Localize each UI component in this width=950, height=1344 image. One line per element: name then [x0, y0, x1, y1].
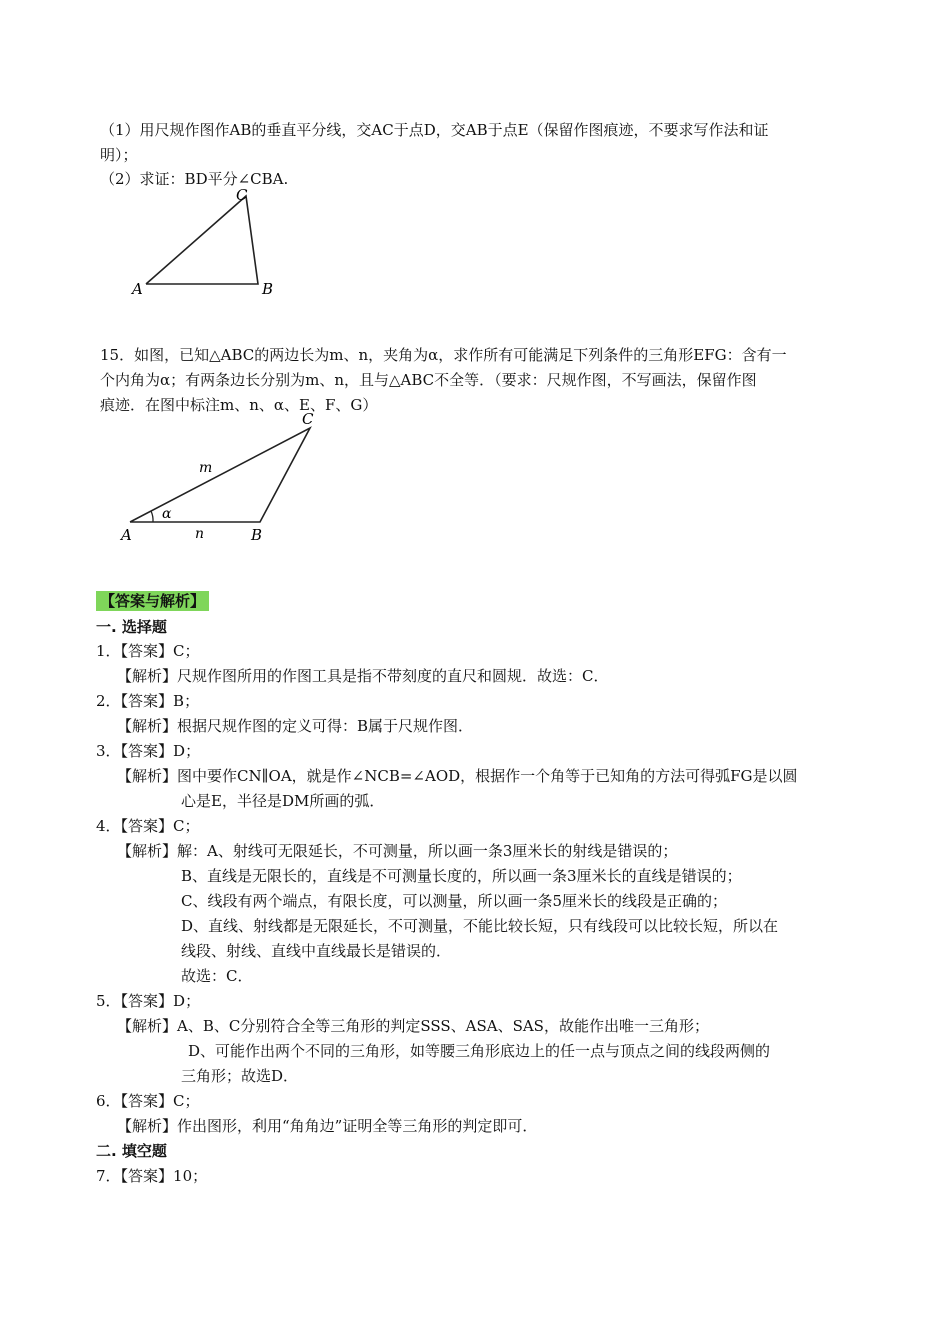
- label-alpha: α: [162, 506, 172, 522]
- section1-title: 一. 选择题: [96, 618, 167, 636]
- triangle-abc: [130, 428, 310, 522]
- a4-analysis-6: 故选：C．: [181, 967, 253, 985]
- a3-analysis-2: 心是E，半径是DM所画的弧．: [181, 792, 385, 810]
- section2-title: 二. 填空题: [96, 1142, 167, 1160]
- q14-triangle-figure: [120, 184, 290, 300]
- q14-part1-line1: （1）用尺规作图作AB的垂直平分线，交AC于点D，交AB于点E（保留作图痕迹，不要求写作法和证: [100, 121, 769, 139]
- a5-analysis-2: D、可能作出两个不同的三角形，如等腰三角形底边上的任一点与顶点之间的线段两侧的: [188, 1042, 771, 1060]
- answers-header: 【答案与解析】: [96, 591, 209, 611]
- label-c: C: [236, 186, 248, 204]
- a2-answer: 2．【答案】B；: [96, 692, 200, 710]
- a5-analysis-3: 三角形；故选D．: [181, 1067, 299, 1085]
- q14-part1-line2: 明）；: [100, 146, 138, 164]
- q15-line3: 痕迹．在图中标注m、n、α、E、F、G）: [100, 396, 378, 414]
- a6-answer: 6．【答案】C；: [96, 1092, 200, 1110]
- a3-answer: 3．【答案】D；: [96, 742, 201, 760]
- q15-line2: 个内角为α；有两条边长分别为m、n，且与△ABC不全等．（要求：尺规作图，不写画法，保留作图: [100, 371, 757, 389]
- a4-analysis-1: 【解析】解：A、射线可无限延长，不可测量，所以画一条3厘米长的射线是错误的；: [117, 842, 678, 860]
- a6-analysis: 【解析】作出图形，利用“角角边”证明全等三角形的判定即可．: [117, 1117, 538, 1135]
- a4-analysis-5: 线段、射线、直线中直线最长是错误的．: [181, 942, 452, 960]
- q15-line1: 15．如图，已知△ABC的两边长为m、n，夹角为α，求作所有可能满足下列条件的三角形EFG：含有一: [100, 346, 787, 364]
- label-m: m: [199, 460, 213, 476]
- a2-analysis: 【解析】根据尺规作图的定义可得：B属于尺规作图．: [117, 717, 474, 735]
- a4-analysis-3: C、线段有两个端点，有限长度，可以测量，所以画一条5厘米长的线段是正确的；: [181, 892, 728, 910]
- a3-analysis-1: 【解析】图中要作CN∥OA，就是作∠NCB=∠AOD，根据作一个角等于已知角的方法可得弧FG是以圆: [117, 767, 798, 785]
- q14-part2: （2）求证：BD平分∠CBA.: [100, 170, 289, 188]
- label-n: n: [195, 526, 205, 542]
- angle-alpha-arc: [151, 511, 153, 522]
- a4-analysis-2: B、直线是无限长的，直线是不可测量长度的，所以画一条3厘米长的直线是错误的；: [181, 867, 742, 885]
- label-b: B: [251, 526, 263, 544]
- a1-answer: 1．【答案】C；: [96, 642, 200, 660]
- a4-answer: 4．【答案】C；: [96, 817, 200, 835]
- a4-analysis-4: D、直线、射线都是无限延长，不可测量，不能比较长短，只有线段可以比较长短，所以在: [181, 917, 779, 935]
- label-c: C: [302, 410, 314, 428]
- q15-triangle-figure: [115, 406, 335, 552]
- label-b: B: [262, 280, 274, 298]
- a7-answer: 7．【答案】10；: [96, 1167, 208, 1185]
- a5-analysis-1: 【解析】A、B、C分别符合全等三角形的判定SSS、ASA、SAS，故能作出唯一三角形；: [117, 1017, 709, 1035]
- triangle-abc: [146, 196, 258, 284]
- label-a: A: [132, 280, 143, 298]
- a5-answer: 5．【答案】D；: [96, 992, 201, 1010]
- a1-analysis: 【解析】尺规作图所用的作图工具是指不带刻度的直尺和圆规．故选：C．: [117, 667, 609, 685]
- label-a: A: [121, 526, 132, 544]
